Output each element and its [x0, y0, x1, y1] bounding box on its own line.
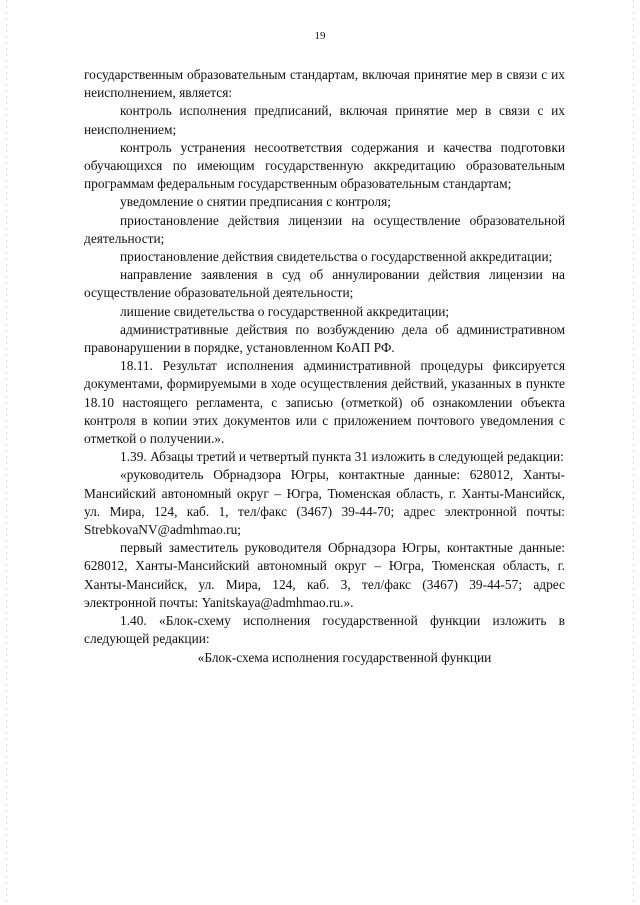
paragraph-1-40: 1.40. «Блок-схему исполнения государственной функции изложить в следующей редакции: — [84, 613, 565, 647]
list-item-court-application: направление заявления в суд об аннулировании действия лицензии на осуществление образовательной деятельности; — [84, 267, 565, 301]
paragraph-18-11: 18.11. Результат исполнения административной процедуры фиксируется документами, формируемыми в ходе осуществления действий, указанных в пункте 18.10 настоящего регламента, с записью (отметкой) об ознакомлении объекта контроля в копии этих документов или с приложением почтового уведомления с отметкой о получении.». — [84, 358, 565, 447]
list-item-control-elimination: контроль устранения несоответствия содержания и качества подготовки обучающихся по имеющим государственную аккредитацию образовательным программам федеральным государственным образовательным стандартам; — [84, 139, 565, 192]
paragraph-intro: государственным образовательным стандартам, включая принятие мер в связи с их неисполнением, является: — [84, 67, 565, 101]
list-item-license-suspension: приостановление действия лицензии на осуществление образовательной деятельности; — [84, 212, 565, 246]
paragraph-1-39: 1.39. Абзацы третий и четвертый пункта 31 изложить в следующей редакции: — [120, 449, 564, 465]
document-body — [84, 66, 565, 667]
paragraph-deputy-contacts: первый заместитель руководителя Обрнадзора Югры, контактные данные: 628012, Ханты-Мансийский автономный округ – Югра, Тюменская область, г. Ханты-Мансийск, ул. Мира, 124, каб. 3, тел/факс (3467) 39-44-57; адрес электронной почты: Yanitskaya@admhmao.ru.». — [84, 540, 565, 610]
list-item-control-prescriptions: контроль исполнения предписаний, включая принятие мер в связи с их неисполнением; — [84, 103, 565, 137]
list-item-accreditation-suspension: приостановление действия свидетельства о государственной аккредитации; — [120, 249, 553, 265]
flowchart-title: «Блок-схема исполнения государственной функции — [197, 649, 492, 665]
paragraph-head-contacts: «руководитель Обрнадзора Югры, контактные данные: 628012, Ханты-Мансийский автономный округ – Югра, Тюменская область, г. Ханты-Мансийск, ул. Мира, 124, каб. 1, тел/факс (3467) 39-44-70; адрес электронной почты: StrebkovaNV@admhmao.ru; — [84, 467, 565, 538]
list-item-notification: уведомление о снятии предписания с контроля; — [120, 194, 391, 210]
list-item-administrative-actions: административные действия по возбуждению дела об административном правонарушении в порядке, установленном КоАП РФ. — [84, 321, 565, 356]
scan-edge-right — [633, 0, 634, 905]
page-number: 19 — [314, 30, 326, 42]
list-item-accreditation-revocation: лишение свидетельства о государственной аккредитации; — [120, 303, 450, 319]
scan-edge-left — [6, 0, 7, 905]
